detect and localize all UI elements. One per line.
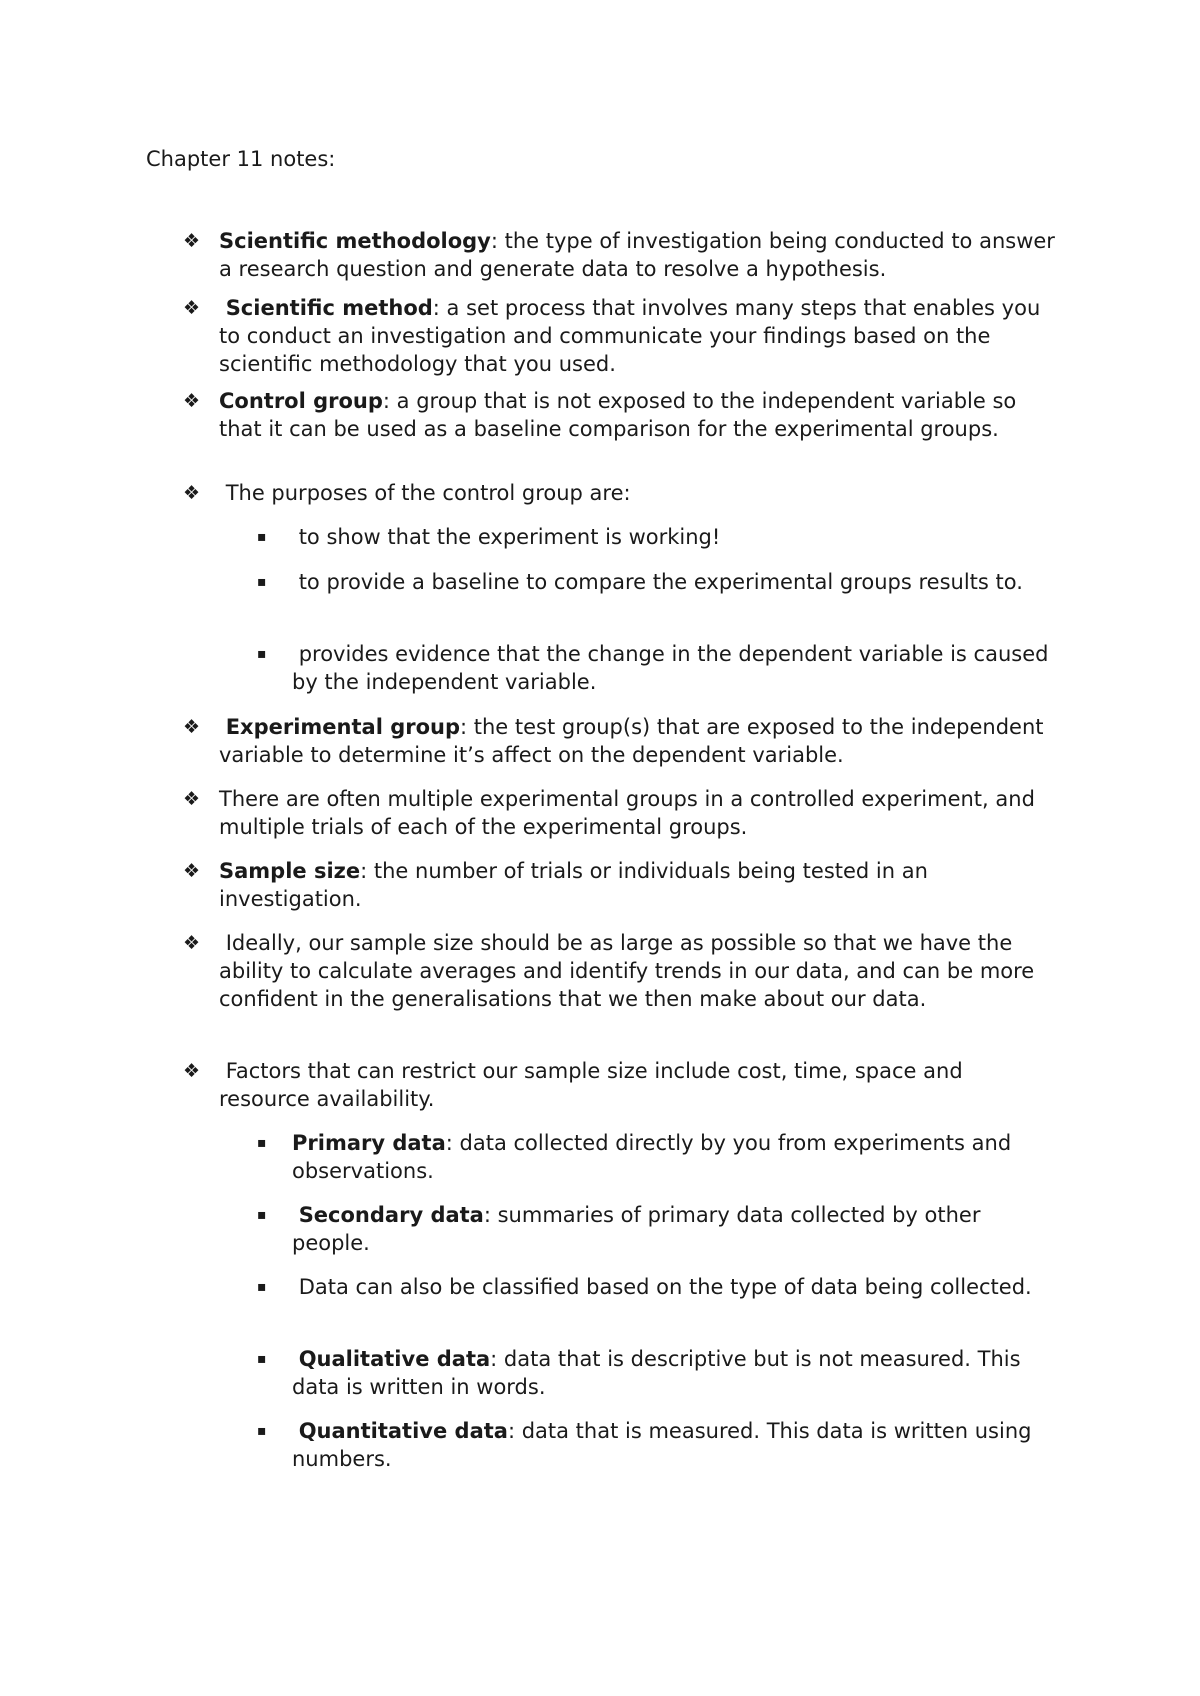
item-text: : the type of investigation being conducted to answer a research question and generate data to resolve a hypothesis. (219, 229, 1055, 281)
item-text: : a set process that involves many steps that enables you to conduct an investigation and communicate your findings based on the scientific methodology that you used. (219, 296, 1041, 376)
square-bullet-icon: ▪ (257, 1207, 267, 1223)
diamond-bullet-icon: ❖ (183, 297, 201, 319)
diamond-bullet-icon: ❖ (183, 390, 201, 412)
diamond-bullet-icon: ❖ (183, 716, 201, 738)
square-bullet-icon: ▪ (257, 1351, 267, 1367)
item-text: : summaries of primary data collected by other people. (292, 1203, 981, 1255)
item-text: : the number of trials or individuals being tested in an investigation. (219, 859, 928, 911)
item-term: Experimental group (225, 715, 460, 739)
sub-list-item (257, 1129, 1064, 1185)
square-bullet-icon: ▪ (257, 1423, 267, 1439)
list-item (183, 479, 1059, 507)
item-text: : data collected directly by you from experiments and observations. (292, 1131, 1012, 1183)
list-item (183, 929, 1059, 1013)
sub-list-item (257, 1417, 1064, 1473)
item-text: to show that the experiment is working! (298, 525, 721, 549)
item-term: Control group (219, 389, 383, 413)
item-text: There are often multiple experimental groups in a controlled experiment, and multiple trials of each of the experimental groups. (219, 787, 1035, 839)
diamond-bullet-icon: ❖ (183, 230, 201, 252)
item-term: Quantitative data (298, 1419, 508, 1443)
diamond-bullet-icon: ❖ (183, 1060, 201, 1082)
list-item (183, 785, 1059, 841)
sub-list-item (257, 1273, 1064, 1301)
item-term: Primary data (292, 1131, 446, 1155)
item-text: Ideally, our sample size should be as large as possible so that we have the ability to calculate averages and identify trends in our data, and can be more confident in the generalisations that we then make about our data. (219, 931, 1035, 1011)
item-term: Scientific method (225, 296, 433, 320)
sub-list-item (257, 1201, 1064, 1257)
square-bullet-icon: ▪ (257, 646, 267, 662)
list-item (183, 1057, 1059, 1113)
list-item (183, 713, 1059, 769)
square-bullet-icon: ▪ (257, 1135, 267, 1151)
diamond-bullet-icon: ❖ (183, 482, 201, 504)
square-bullet-icon: ▪ (257, 1279, 267, 1295)
list-item (183, 227, 1059, 283)
list-item (183, 857, 1059, 913)
item-text: : a group that is not exposed to the independent variable so that it can be used as a baseline comparison for the experimental groups. (219, 389, 1017, 441)
square-bullet-icon: ▪ (257, 529, 267, 545)
item-text: Factors that can restrict our sample size include cost, time, space and resource availability. (219, 1059, 963, 1111)
diamond-bullet-icon: ❖ (183, 932, 201, 954)
item-term: Scientific methodology (219, 229, 491, 253)
item-text: Data can also be classified based on the type of data being collected. (298, 1275, 1032, 1299)
item-text: : data that is measured. This data is written using numbers. (292, 1419, 1032, 1471)
list-item (183, 294, 1059, 378)
sub-list-item (257, 568, 1064, 596)
item-term: Qualitative data (298, 1347, 491, 1371)
item-term: Sample size (219, 859, 361, 883)
square-bullet-icon: ▪ (257, 574, 267, 590)
item-term: Secondary data (298, 1203, 484, 1227)
document-heading: Chapter 11 notes: (146, 147, 336, 171)
item-text: : data that is descriptive but is not measured. This data is written in words. (292, 1347, 1021, 1399)
sub-list-item (257, 640, 1064, 696)
item-text: provides evidence that the change in the dependent variable is caused by the independent variable. (292, 642, 1049, 694)
item-text: The purposes of the control group are: (225, 481, 631, 505)
item-text: : the test group(s) that are exposed to the independent variable to determine it’s affect on the dependent variable. (219, 715, 1044, 767)
diamond-bullet-icon: ❖ (183, 860, 201, 882)
sub-list-item (257, 1345, 1064, 1401)
list-item (183, 387, 1059, 443)
diamond-bullet-icon: ❖ (183, 788, 201, 810)
sub-list-item (257, 523, 1064, 551)
item-text: to provide a baseline to compare the experimental groups results to. (298, 570, 1023, 594)
